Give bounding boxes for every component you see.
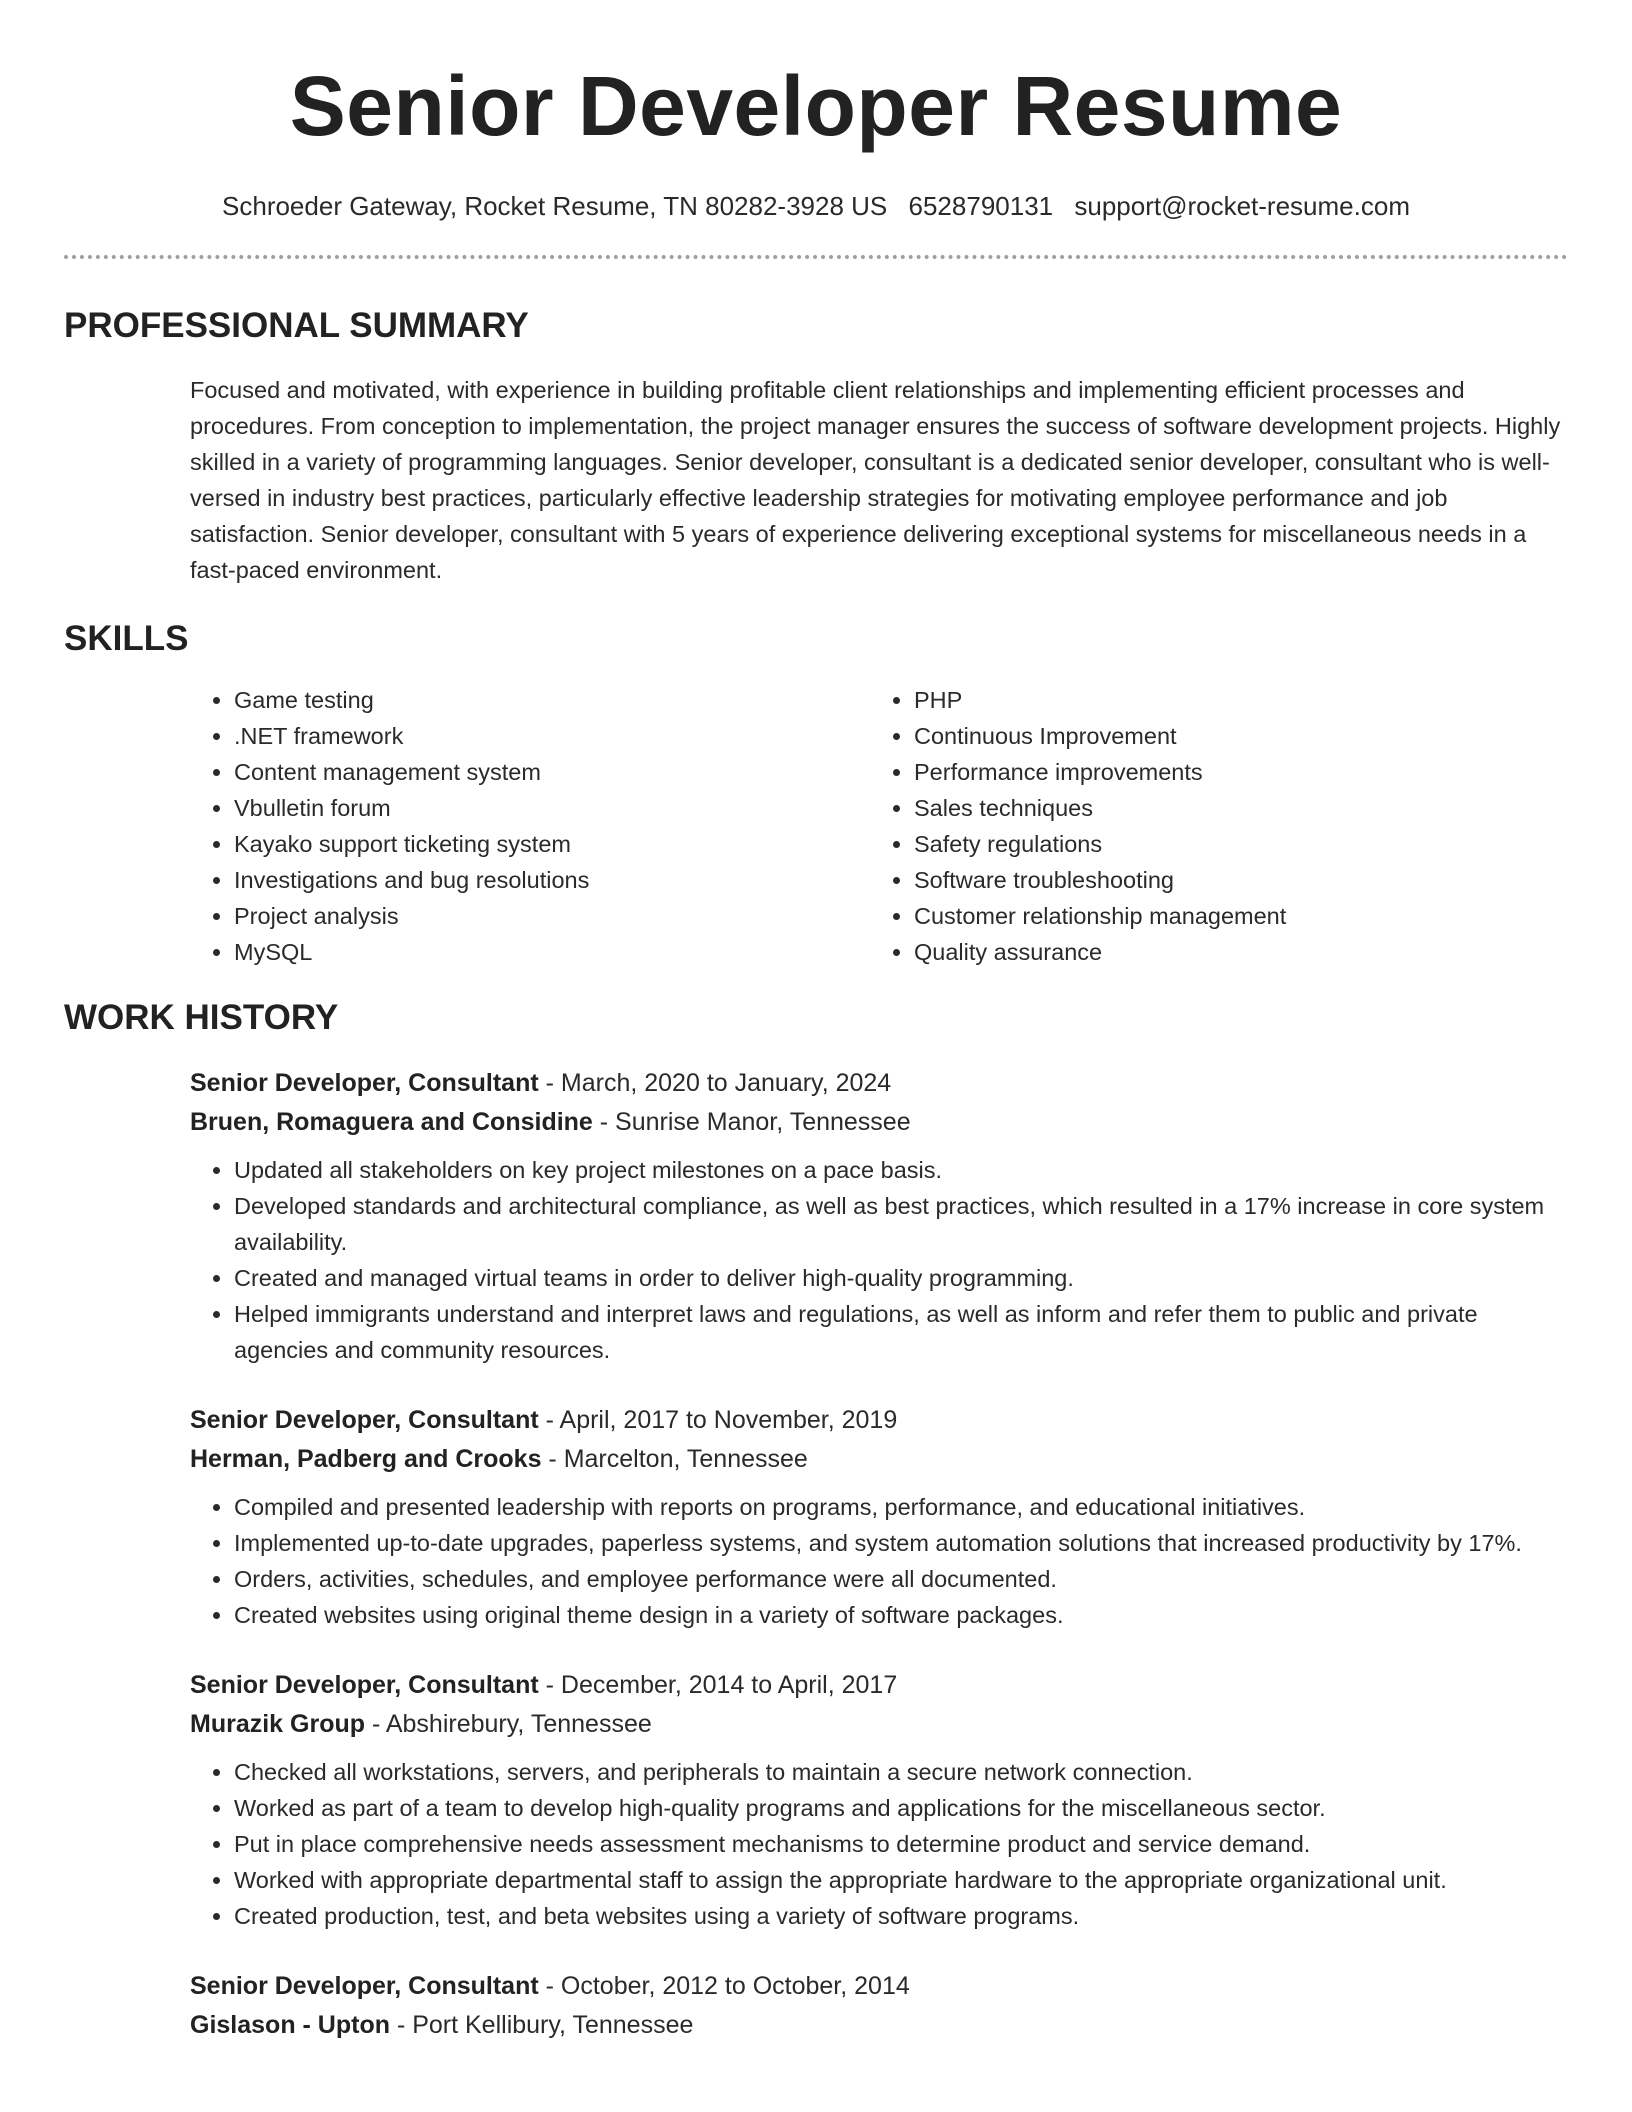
job-title-line (190, 1666, 1568, 1705)
skill-item: • Software troubleshooting (914, 862, 1286, 898)
job-bullets (190, 1152, 1568, 1368)
job-bullet: • Worked with appropriate departmental staff to assign the appropriate hardware to the appropriate organizational unit. (234, 1862, 1568, 1898)
job-dates: - October, 2012 to October, 2014 (538, 1972, 910, 2000)
job-company-line (190, 1705, 1568, 1744)
job-bullet: • Implemented up-to-date upgrades, paperless systems, and system automation solutions that increased productivity by 17%. (234, 1525, 1568, 1561)
job-location: - Sunrise Manor, Tennessee (592, 1108, 911, 1136)
skills-heading: SKILLS (64, 619, 189, 658)
job-company: Herman, Padberg and Crooks (190, 1445, 542, 1473)
contact-line (64, 190, 1568, 222)
job-dates: - April, 2017 to November, 2019 (538, 1406, 898, 1434)
summary-heading: PROFESSIONAL SUMMARY (64, 306, 529, 345)
job-bullet: • Checked all workstations, servers, and peripherals to maintain a secure network connection. (234, 1754, 1568, 1790)
job-bullet: • Developed standards and architectural compliance, as well as best practices, which resulted in a 17% increase in core system availability. (234, 1188, 1568, 1260)
skill-item: • Content management system (234, 754, 870, 790)
job-bullet: • Created production, test, and beta websites using a variety of software programs. (234, 1898, 1568, 1934)
skill-item: • MySQL (234, 934, 870, 970)
job-bullet: • Created websites using original theme design in a variety of software packages. (234, 1597, 1568, 1633)
job-bullet: • Helped immigrants understand and interpret laws and regulations, as well as inform and refer them to public and private agencies and community resources. (234, 1296, 1568, 1368)
job-title: Senior Developer, Consultant (190, 1972, 539, 2000)
job-company-line (190, 2006, 1568, 2045)
header-divider (64, 255, 1568, 259)
skill-item: • Continuous Improvement (914, 718, 1286, 754)
skill-item: • .NET framework (234, 718, 870, 754)
skills-list-left (190, 682, 870, 970)
skill-item: • Kayako support ticketing system (234, 826, 870, 862)
skills-list-right (870, 682, 1286, 970)
job-company: Bruen, Romaguera and Considine (190, 1108, 593, 1136)
job-title: Senior Developer, Consultant (190, 1406, 539, 1434)
skill-item: • Sales techniques (914, 790, 1286, 826)
job-entry (190, 1666, 1568, 1934)
skill-item: • Customer relationship management (914, 898, 1286, 934)
job-location: - Port Kellibury, Tennessee (390, 2011, 694, 2039)
skill-item: • Investigations and bug resolutions (234, 862, 870, 898)
contact-address: Schroeder Gateway, Rocket Resume, TN 80282-3928 US (222, 191, 888, 221)
job-company: Gislason - Upton (190, 2011, 390, 2039)
skill-item: • Safety regulations (914, 826, 1286, 862)
job-bullet: • Updated all stakeholders on key project milestones on a pace basis. (234, 1152, 1568, 1188)
job-bullets (190, 1754, 1568, 1934)
skill-item: • Game testing (234, 682, 870, 718)
job-company: Murazik Group (190, 1710, 366, 1738)
skill-item: • Project analysis (234, 898, 870, 934)
summary-text: Focused and motivated, with experience in building profitable client relationships and implementing efficient processes and procedures. From conception to implementation, the project manager ensures the success of software development projects. Highly skilled in a variety of programming languages. Senior developer, consultant is a dedicated senior developer, consultant who is well-versed in industry best practices, particularly effective leadership strategies for motivating employee performance and job satisfaction. Senior developer, consultant with 5 years of experience delivering exceptional systems for miscellaneous needs in a fast-paced environment. (190, 377, 1561, 583)
job-entry (190, 1064, 1568, 1368)
work-history-heading: WORK HISTORY (64, 998, 339, 1037)
contact-email[interactable]: support@rocket-resume.com (1074, 191, 1410, 221)
job-company-line (190, 1103, 1568, 1142)
job-location: - Marcelton, Tennessee (541, 1445, 808, 1473)
job-bullet: • Put in place comprehensive needs assessment mechanisms to determine product and service demand. (234, 1826, 1568, 1862)
job-bullet: • Orders, activities, schedules, and employee performance were all documented. (234, 1561, 1568, 1597)
job-title-line (190, 1967, 1568, 2006)
skill-item: • Performance improvements (914, 754, 1286, 790)
job-title-line (190, 1064, 1568, 1103)
job-dates: - December, 2014 to April, 2017 (538, 1671, 898, 1699)
job-entry (190, 1401, 1568, 1633)
job-company-line (190, 1440, 1568, 1479)
skills-columns (190, 682, 1568, 970)
job-title: Senior Developer, Consultant (190, 1069, 539, 1097)
job-title: Senior Developer, Consultant (190, 1671, 539, 1699)
contact-phone: 6528790131 (908, 191, 1054, 221)
skill-item: • Vbulletin forum (234, 790, 870, 826)
job-title-line (190, 1401, 1568, 1440)
job-bullet: • Created and managed virtual teams in order to deliver high-quality programming. (234, 1260, 1568, 1296)
skill-item: • PHP (914, 682, 1286, 718)
resume-title: Senior Developer Resume (289, 59, 1343, 153)
job-entry (190, 1967, 1568, 2045)
job-bullet: • Worked as part of a team to develop high-quality programs and applications for the miscellaneous sector. (234, 1790, 1568, 1826)
job-bullet: • Compiled and presented leadership with reports on programs, performance, and educational initiatives. (234, 1489, 1568, 1525)
job-bullets (190, 1489, 1568, 1633)
job-location: - Abshirebury, Tennessee (365, 1710, 652, 1738)
job-dates: - March, 2020 to January, 2024 (538, 1069, 892, 1097)
skill-item: • Quality assurance (914, 934, 1286, 970)
